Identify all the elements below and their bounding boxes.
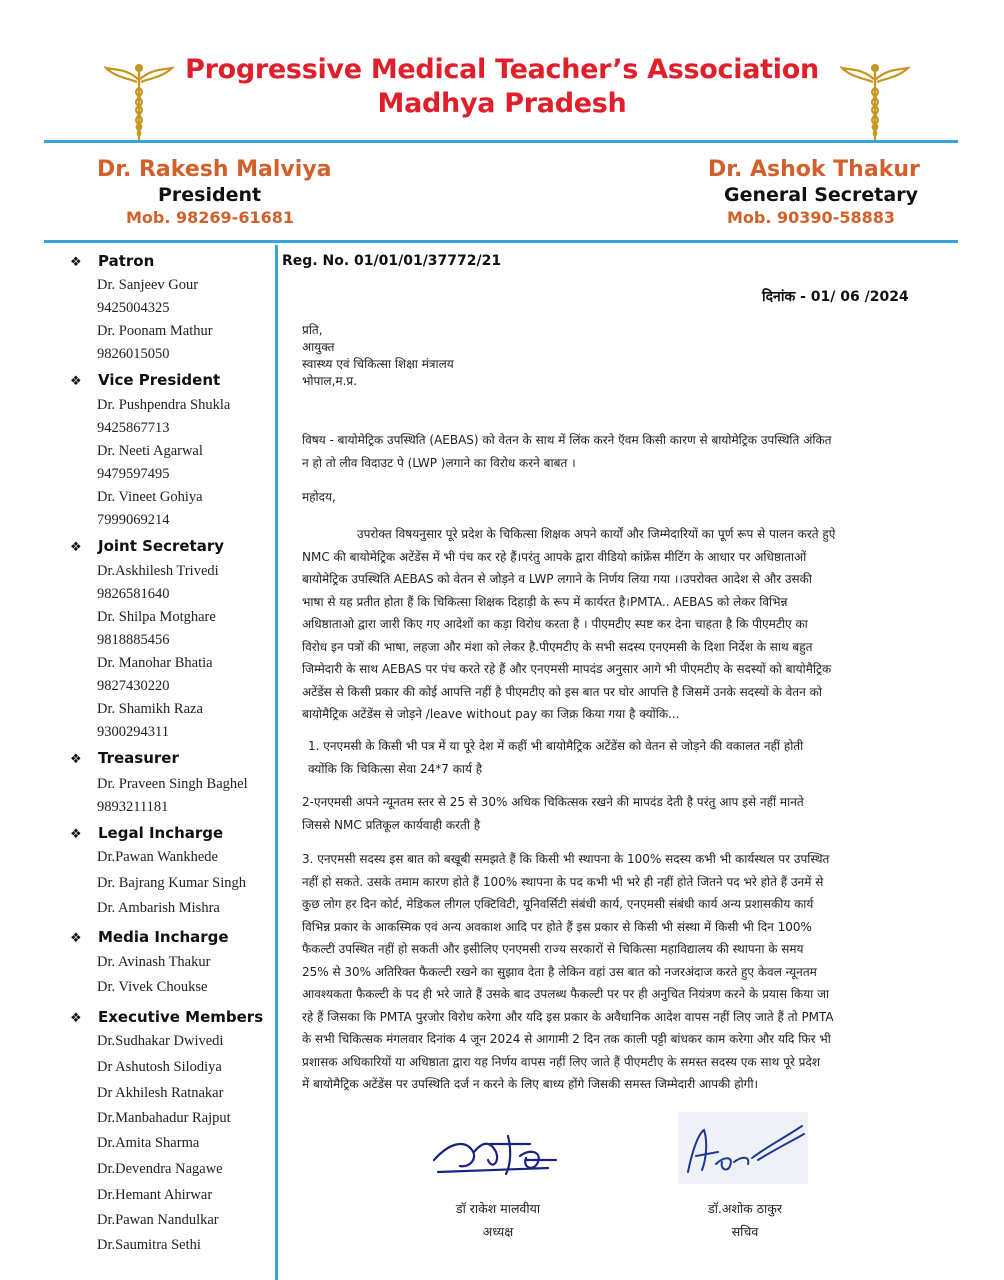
point-line: प्रशासक अधिकारियों या अधिष्ठाता द्वारा यह निर्णय वापस नहीं लिए जाते हैं पीएमटीए के समस्त सदस्य एक साथ पूरे प्रदेश — [302, 1054, 821, 1069]
recipient-address — [302, 322, 454, 390]
sidebar-line: Dr. Bajrang Kumar Singh — [97, 875, 247, 891]
sidebar-line: 9425867713 — [97, 420, 170, 436]
sidebar-line: Dr Ashutosh Silodiya — [97, 1059, 222, 1075]
sidebar-line: Dr. Poonam Mathur — [97, 323, 213, 339]
paragraph-line: बायोमैट्रिक अटेंडेंस से जोड़ने /leave without pay का जिक्र किया गया है क्योंकि... — [302, 707, 680, 721]
address-line: प्रति, — [302, 323, 323, 337]
secretary-mobile: Mob. 90390-58883 — [727, 208, 895, 227]
point-3 — [302, 848, 942, 1096]
point-line: 2-एनएमसी अपने न्यूनतम स्तर से 25 से 30% अधिक चिकित्सक रखने की मापदंड देती है परंतु आप इसे नहीं मानते — [302, 795, 804, 809]
sidebar-line: Dr.Manbahadur Rajput — [97, 1110, 231, 1126]
subject-line: न हो तो लीव विदाउट पे (LWP )लगाने का विरोध करने बाबत । — [302, 455, 576, 470]
diamond-bullet-icon: ❖ — [70, 931, 82, 946]
diamond-bullet-icon: ❖ — [70, 255, 82, 270]
registration-number: Reg. No. 01/01/01/37772/21 — [282, 253, 502, 269]
sidebar-line: Dr. Sanjeev Gour — [97, 277, 199, 293]
sidebar-line: Dr.Amita Sharma — [97, 1135, 200, 1151]
president-signature-name: डॉ राकेश मालवीया — [455, 1201, 541, 1216]
sidebar-line: 9300294311 — [97, 724, 169, 740]
address-line: भोपाल,म.प्र. — [302, 374, 358, 388]
point-line: 3. एनएमसी सदस्य इस बात को बखूबी समझते हैं कि किसी भी स्थापना के 100% सदस्य कभी भी कार्यस्थल पर उपस्थित — [302, 852, 830, 866]
sidebar-heading-patron: ❖ Patron — [70, 252, 155, 270]
diamond-bullet-icon: ❖ — [70, 1011, 82, 1026]
point-line: फैकल्टी उपस्थित नहीं हो सकती और इसीलिए एनएमसी राज्य सरकारों से चिकित्सा महाविद्यालय की स्थापना के समय — [302, 942, 804, 956]
sidebar-line: Dr.Saumitra Sethi — [97, 1237, 201, 1253]
sidebar-line: Dr. Vineet Gohiya — [97, 489, 203, 505]
point-line: 1. एनएमसी के किसी भी पत्र में या पूरे देश में कहीं भी बायोमैट्रिक अटेंडेंस को वेतन से जोड़ने की वकालत नहीं होती — [308, 739, 804, 753]
sidebar-line: Dr. Vivek Choukse — [97, 979, 208, 995]
sidebar-line: 9479597495 — [97, 466, 170, 482]
president-signature-role: अध्यक्ष — [482, 1224, 514, 1239]
salutation: महोदय, — [302, 490, 336, 504]
point-line: में बायोमैट्रिक अटेंडेंस पर उपस्थिति दर्ज न करने के लिए बाध्य होंगे जिसकी समस्त जिम्मेदारी आपकी होगी। — [302, 1077, 759, 1091]
subject — [302, 429, 942, 474]
president-signature — [430, 1122, 560, 1182]
paragraph-line: उपरोक्त विषयनुसार पूरे प्रदेश के चिकित्सा शिक्षक अपने कार्यों और जिम्मेदारियों का पूर्ण रूप से पालन करते हुऐ — [357, 527, 836, 541]
point-line: क्योंकि कि चिकित्सा सेवा 24*7 कार्य है — [308, 761, 483, 776]
diamond-bullet-icon: ❖ — [70, 827, 82, 842]
sidebar-heading-treasurer: ❖ Treasurer — [70, 749, 179, 767]
sidebar-line: Dr.Hemant Ahirwar — [97, 1187, 213, 1203]
sidebar-line: 9425004325 — [97, 300, 170, 316]
sidebar-line: 9826015050 — [97, 346, 170, 362]
sidebar-heading-legal-incharge: ❖ Legal Incharge — [70, 824, 224, 842]
sidebar-line: Dr.Pawan Nandulkar — [97, 1212, 219, 1228]
point-line: 25% से 30% अतिरिक्त फैकल्टी रखने का सुझाव देता है लेकिन वहां उस बात को नजरअंदाज करते हुए केवल न्यूनतम — [302, 964, 817, 979]
paragraph-line: अधिष्ठाताओ द्वारा जारी किए गए आदेशों का कड़ा विरोध करता है । पीएमटीए स्पष्ट कर देना चाहता है कि पीएमटीए का — [302, 617, 808, 631]
point-1 — [308, 735, 938, 780]
sidebar-heading-executive-members: ❖ Executive Members — [70, 1008, 264, 1026]
paragraph-line: जिम्मेदारी के साथ AEBAS पर पंच करते रहे हैं और एनएमसी मापदंड अनुसार आगे भी पीएमटीए के सदस्यों को बायोमैट्रिक — [302, 662, 832, 676]
sidebar-divider — [275, 245, 278, 1280]
paragraph-line: अटेंडेंस से किसी प्रकार की कोई आपत्ति नहीं है पीएमटीए को इस बात पर घोर आपत्ति है जिसमें उनके सदस्यों के वेतन को — [302, 684, 822, 699]
diamond-bullet-icon: ❖ — [70, 374, 82, 389]
sidebar-line: 9818885456 — [97, 632, 170, 648]
secretary-signature-name: डॉ.अशोक ठाकुर — [708, 1201, 782, 1216]
secretary-signature — [678, 1112, 808, 1184]
officers-divider — [44, 240, 958, 243]
point-line: के सभी चिकित्सक मंगलवार दिनांक 4 जून 2024 से आगामी 2 दिन तक काली पट्टी बांधकर काम करेगा और यदि फिर भी — [302, 1032, 831, 1046]
sidebar-heading-media-incharge: ❖ Media Incharge — [70, 928, 229, 946]
sidebar-heading-joint-secretary: ❖ Joint Secretary — [70, 537, 225, 555]
sidebar-line: 9826581640 — [97, 586, 170, 602]
sidebar-line: Dr. Manohar Bhatia — [97, 655, 213, 671]
secretary-title: General Secretary — [724, 184, 918, 206]
paragraph-line: NMC की बायोमेट्रिक अटेंडेंस में भी पंच कर रहे हैं।परंतु आपके द्वारा वीडियो कांफ्रेंस मीटिंग के आधार पर अधिष्ठाताओं — [302, 549, 807, 564]
point-line: रहे हैं जिसका कि PMTA पुरजोर विरोध करेगा और यदि इस प्रकार के अवैधानिक आदेश वापस नहीं लिए जाते हैं तो PMTA — [302, 1009, 834, 1024]
sidebar-line: Dr.Pawan Wankhede — [97, 849, 218, 865]
diamond-bullet-icon: ❖ — [70, 752, 82, 767]
org-title: Progressive Medical Teacher’s Association — [185, 54, 819, 85]
sidebar-line: Dr.Devendra Nagawe — [97, 1161, 223, 1177]
paragraph-line: भाषा से यह प्रतीत होता हैं कि चिकित्सा शिक्षक दिहाड़ी के रूप में कार्यरत है।PMTA.. AEBAS को लेकर विभिन्न — [302, 594, 788, 609]
sidebar-line: Dr. Neeti Agarwal — [97, 443, 203, 459]
president-title: President — [158, 184, 262, 206]
secretary-name: Dr. Ashok Thakur — [708, 157, 920, 182]
address-line: स्वास्थ्य एवं चिकित्सा शिक्षा मंत्रालय — [302, 357, 454, 371]
address-line: आयुक्त — [302, 340, 335, 354]
sidebar-line: 7999069214 — [97, 512, 170, 528]
point-line: विभिन्न प्रकार के आकस्मिक एवं अन्य अवकाश आदि पर होते हैं इस प्रकार से किसी भी संस्था में किसी भी दिन 100% — [302, 919, 812, 934]
point-line: कुछ लोग हर दिन कोर्ट, मेडिकल लीगल एक्टिविटी, यूनिवर्सिटी संबंधी कार्य, एनएमसी संबंधी कार्य अन्य प्रशासकीय कार्य — [302, 897, 814, 911]
sidebar-line: Dr. Pushpendra Shukla — [97, 397, 231, 413]
point-line: जिससे NMC प्रतिकूल कार्यवाही करती है — [302, 817, 481, 832]
president-name: Dr. Rakesh Malviya — [97, 157, 332, 182]
point-2 — [302, 791, 942, 836]
sidebar-line: Dr Akhilesh Ratnakar — [97, 1085, 224, 1101]
president-mobile: Mob. 98269-61681 — [126, 208, 294, 227]
sidebar-line: Dr. Praveen Singh Baghel — [97, 776, 248, 792]
sidebar-line: Dr. Avinash Thakur — [97, 954, 211, 970]
point-line: आवश्यकता फैकल्टी के पद ही भरे जाते हैं उसके बाद उपलब्ध फैकल्टी पर पर ही अनुचित नियंत्रण करने के प्रयास किया जा — [302, 987, 830, 1001]
sidebar-line: 9827430220 — [97, 678, 170, 694]
paragraph-1 — [302, 523, 942, 726]
diamond-bullet-icon: ❖ — [70, 540, 82, 555]
sidebar-heading-vice-president: ❖ Vice President — [70, 371, 221, 389]
sidebar-line: Dr.Sudhakar Dwivedi — [97, 1033, 224, 1049]
sidebar-line: Dr. Ambarish Mishra — [97, 900, 220, 916]
sidebar-line: Dr. Shilpa Motghare — [97, 609, 216, 625]
secretary-signature-role: सचिव — [731, 1224, 759, 1239]
paragraph-line: विरोध इन पत्रों की भाषा, लहजा और मंशा को लेकर है.पीएमटीए के सभी सदस्य एनएमसी के दिशा निर्देश के साथ बहुत — [302, 639, 813, 654]
header-divider — [44, 140, 958, 143]
sidebar-line: Dr.Askhilesh Trivedi — [97, 563, 219, 579]
paragraph-line: बायोमेट्रिक उपस्थिति AEBAS को वेतन से जोड़ने व LWP लगाने के निर्णय लिया गया ।।उपरोक्त आदेश से और उसकी — [302, 572, 812, 586]
org-subtitle: Madhya Pradesh — [377, 88, 627, 119]
sidebar-line: 9893211181 — [97, 799, 169, 815]
point-line: नहीं हो सकते. उसके तमाम कारण होते हैं 100% स्थापना के पद कभी भी भरे ही नहीं होते जितने पद भरे होते हैं उनमें से — [302, 874, 824, 889]
subject-line: विषय - बायोमेट्रिक उपस्थिति (AEBAS) को वेतन के साथ में लिंक करने ऍवम किसी कारण से बायोमेट्रिक उपस्थिति अंकित — [302, 433, 832, 447]
sidebar-line: Dr. Shamikh Raza — [97, 701, 203, 717]
letter-date: दिनांक - 01/ 06 /2024 — [762, 289, 909, 305]
